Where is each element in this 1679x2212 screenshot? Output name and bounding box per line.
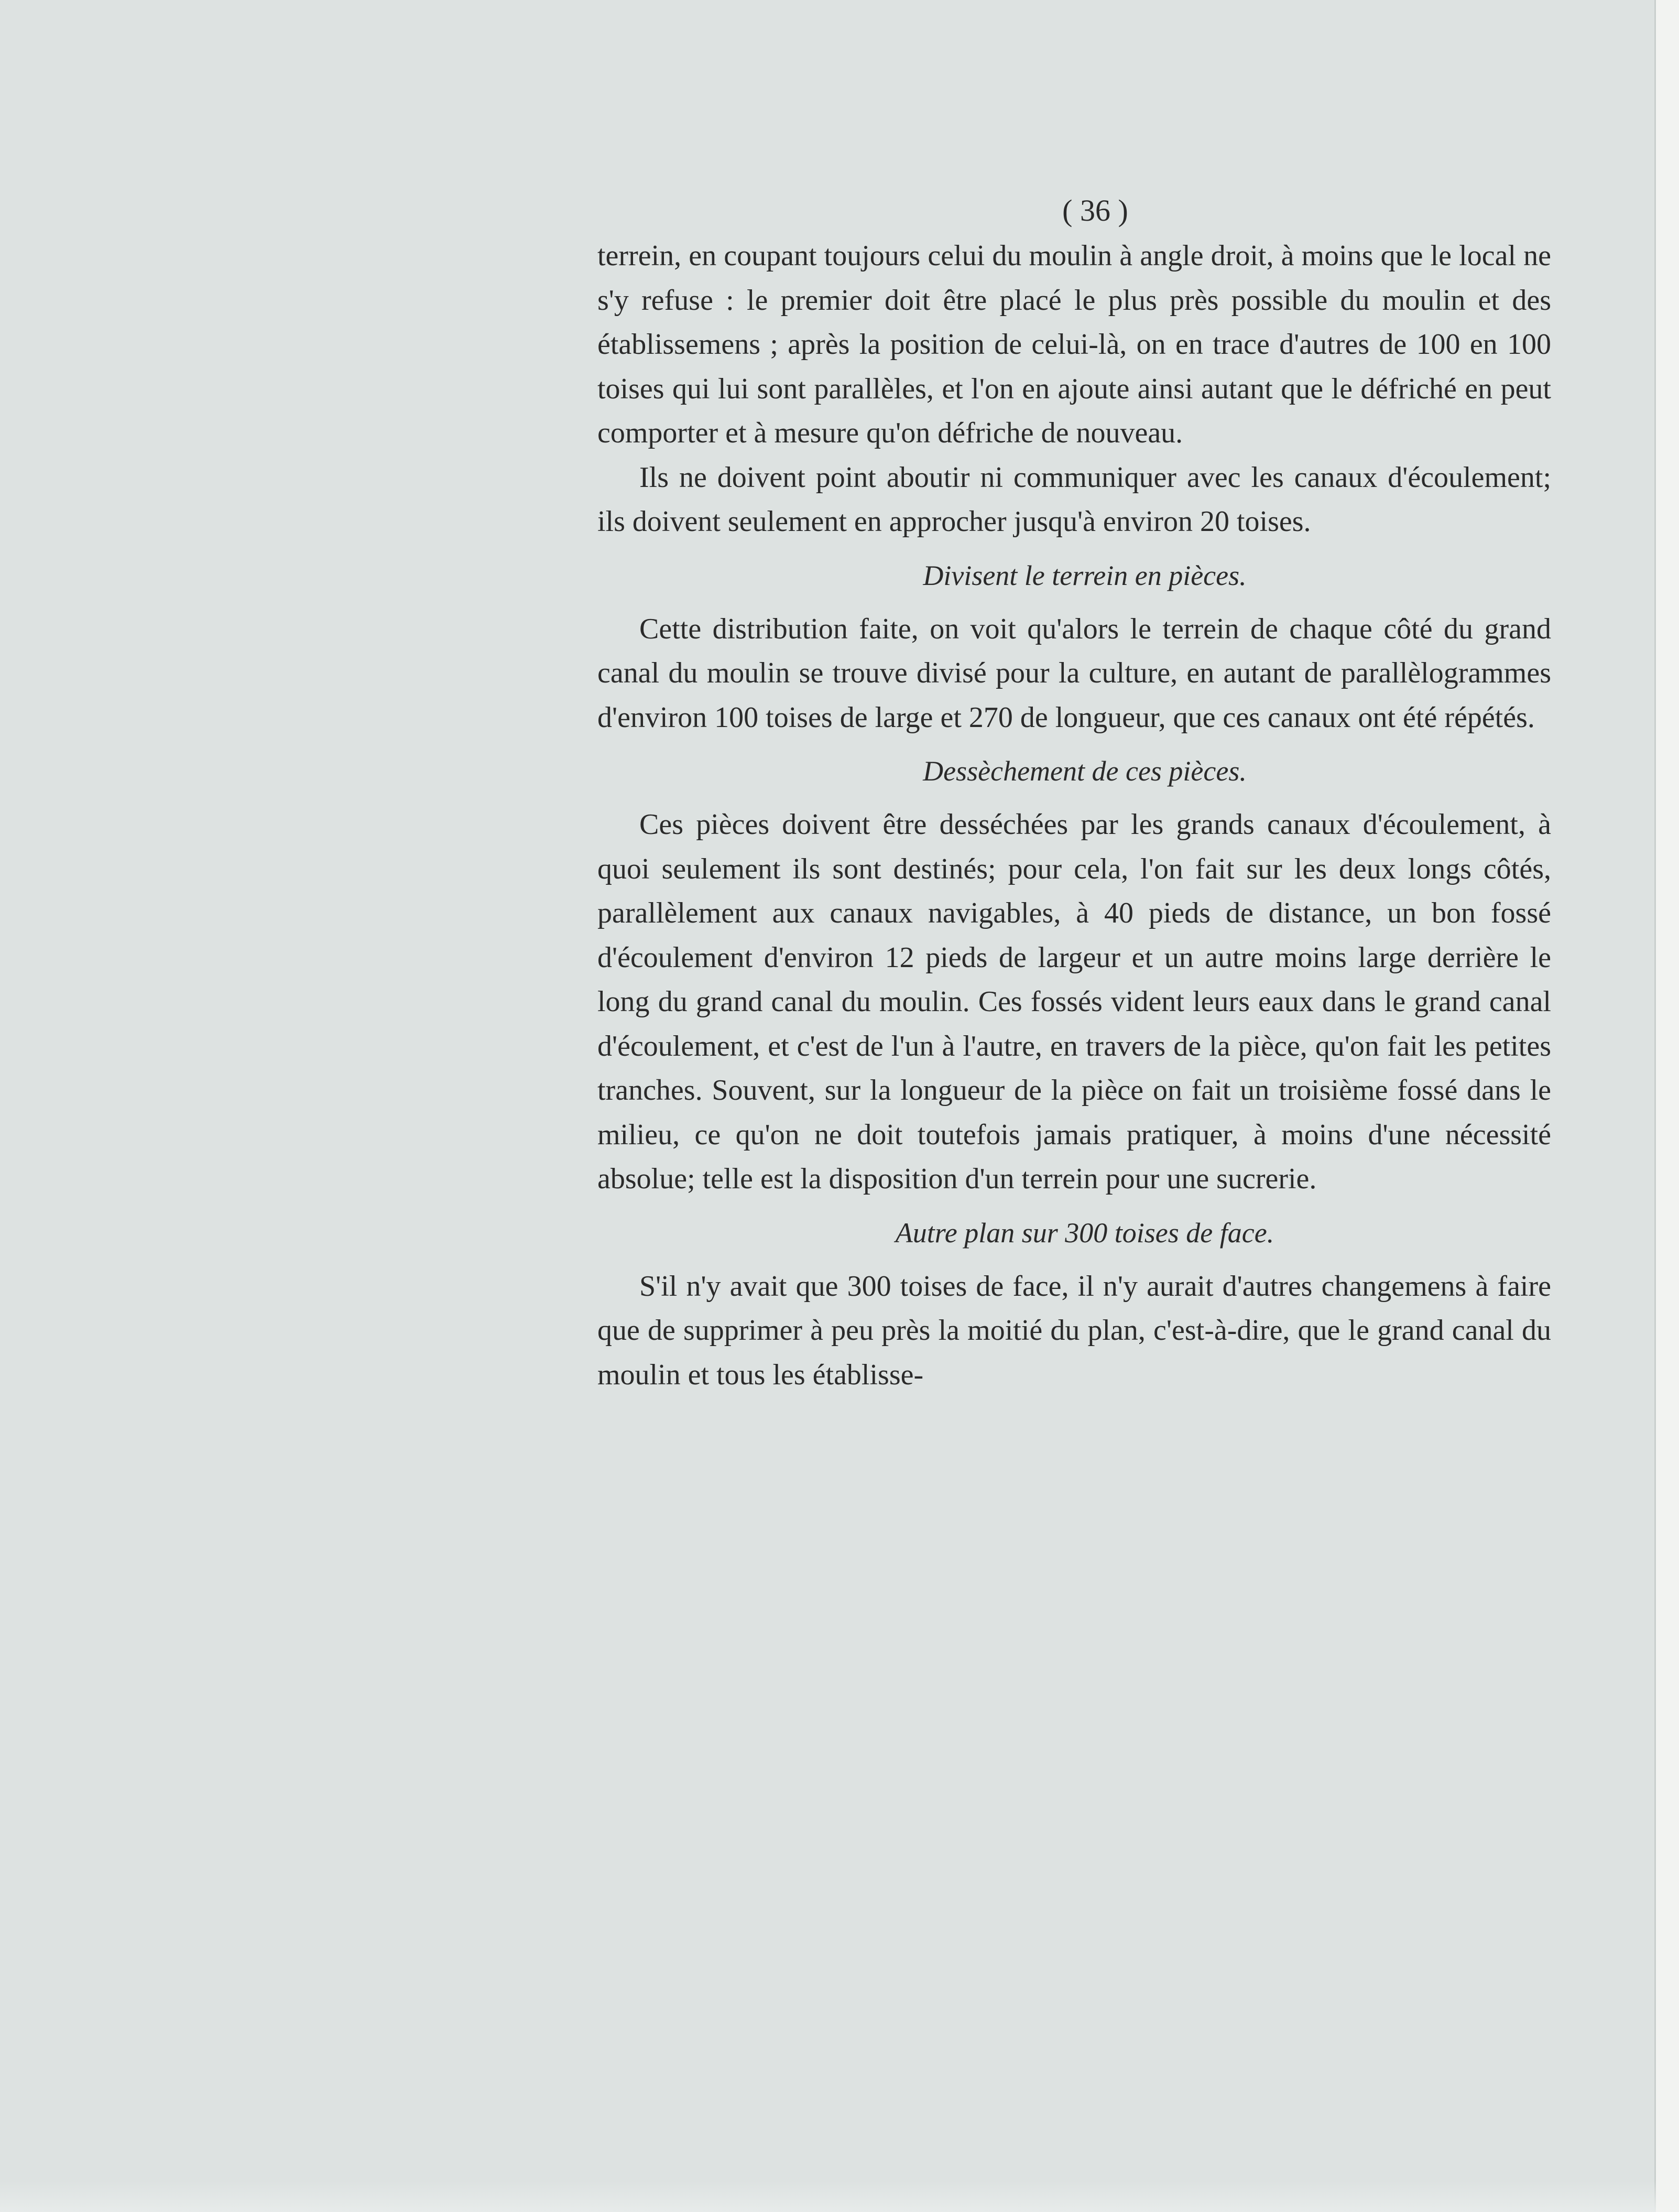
heading-dessechement: Dessèchement de ces pièces. bbox=[923, 755, 1247, 787]
heading-divisent: Divisent le terrein en pièces. bbox=[923, 559, 1247, 591]
text-column bbox=[597, 190, 1551, 1397]
paragraph-distribution: Cette distribution faite, on voit qu'alors le terrein de chaque côté du grand canal du moulin se trouve divisé pour la culture, en autant de parallèlogrammes d'environ 100 toises de large et 270 de longueur, que ces canaux ont été répétés. bbox=[597, 612, 1551, 734]
paragraph-canaux: Ils ne doivent point aboutir ni communiquer avec les canaux d'écoulement; ils doivent seulement en approcher jusqu'à environ 20 toises. bbox=[597, 461, 1551, 538]
paragraph-terrein: terrein, en coupant toujours celui du moulin à angle droit, à moins que le local ne s'y refuse : le premier doit être placé le plus près possible du moulin et des établissemens ; après la position de celui-là, on en trace d'autres de 100 en 100 toises qui lui sont parallèles, et l'on en ajoute ainsi autant que le défriché en peut comporter et à mesure qu'on défriche de nouveau. bbox=[597, 240, 1551, 449]
paragraph-300-toises: S'il n'y avait que 300 toises de face, il n'y aurait d'autres changemens à faire que de supprimer à peu près la moitié du plan, c'est-à-dire, que le grand canal du moulin et tous les établisse- bbox=[597, 1270, 1551, 1391]
paragraph-pieces: Ces pièces doivent être desséchées par les grands canaux d'écoulement, à quoi seulement ils sont destinés; pour cela, l'on fait sur les deux longs côtés, parallèlement aux canaux navigables, à 40 pieds de distance, un bon fossé d'écoulement d'environ 12 pieds de largeur et un autre moins large derrière le long du grand canal du moulin. Ces fossés vident leurs eaux dans le grand canal d'écoulement, et c'est de l'un à l'autre, en travers de la pièce, qu'on fait les petites tranches. Souvent, sur la longueur de la pièce on fait un troisième fossé dans le milieu, ce qu'on ne doit toutefois jamais pratiquer, à moins d'une nécessité absolue; telle est la disposition d'un terrein pour une sucrerie. bbox=[597, 808, 1551, 1195]
page-number: ( 36 ) bbox=[1062, 193, 1128, 227]
page-bottom-edge bbox=[0, 2181, 1656, 2212]
heading-autre-plan: Autre plan sur 300 toises de face. bbox=[895, 1217, 1274, 1249]
page-edge-strip bbox=[1654, 0, 1679, 2212]
